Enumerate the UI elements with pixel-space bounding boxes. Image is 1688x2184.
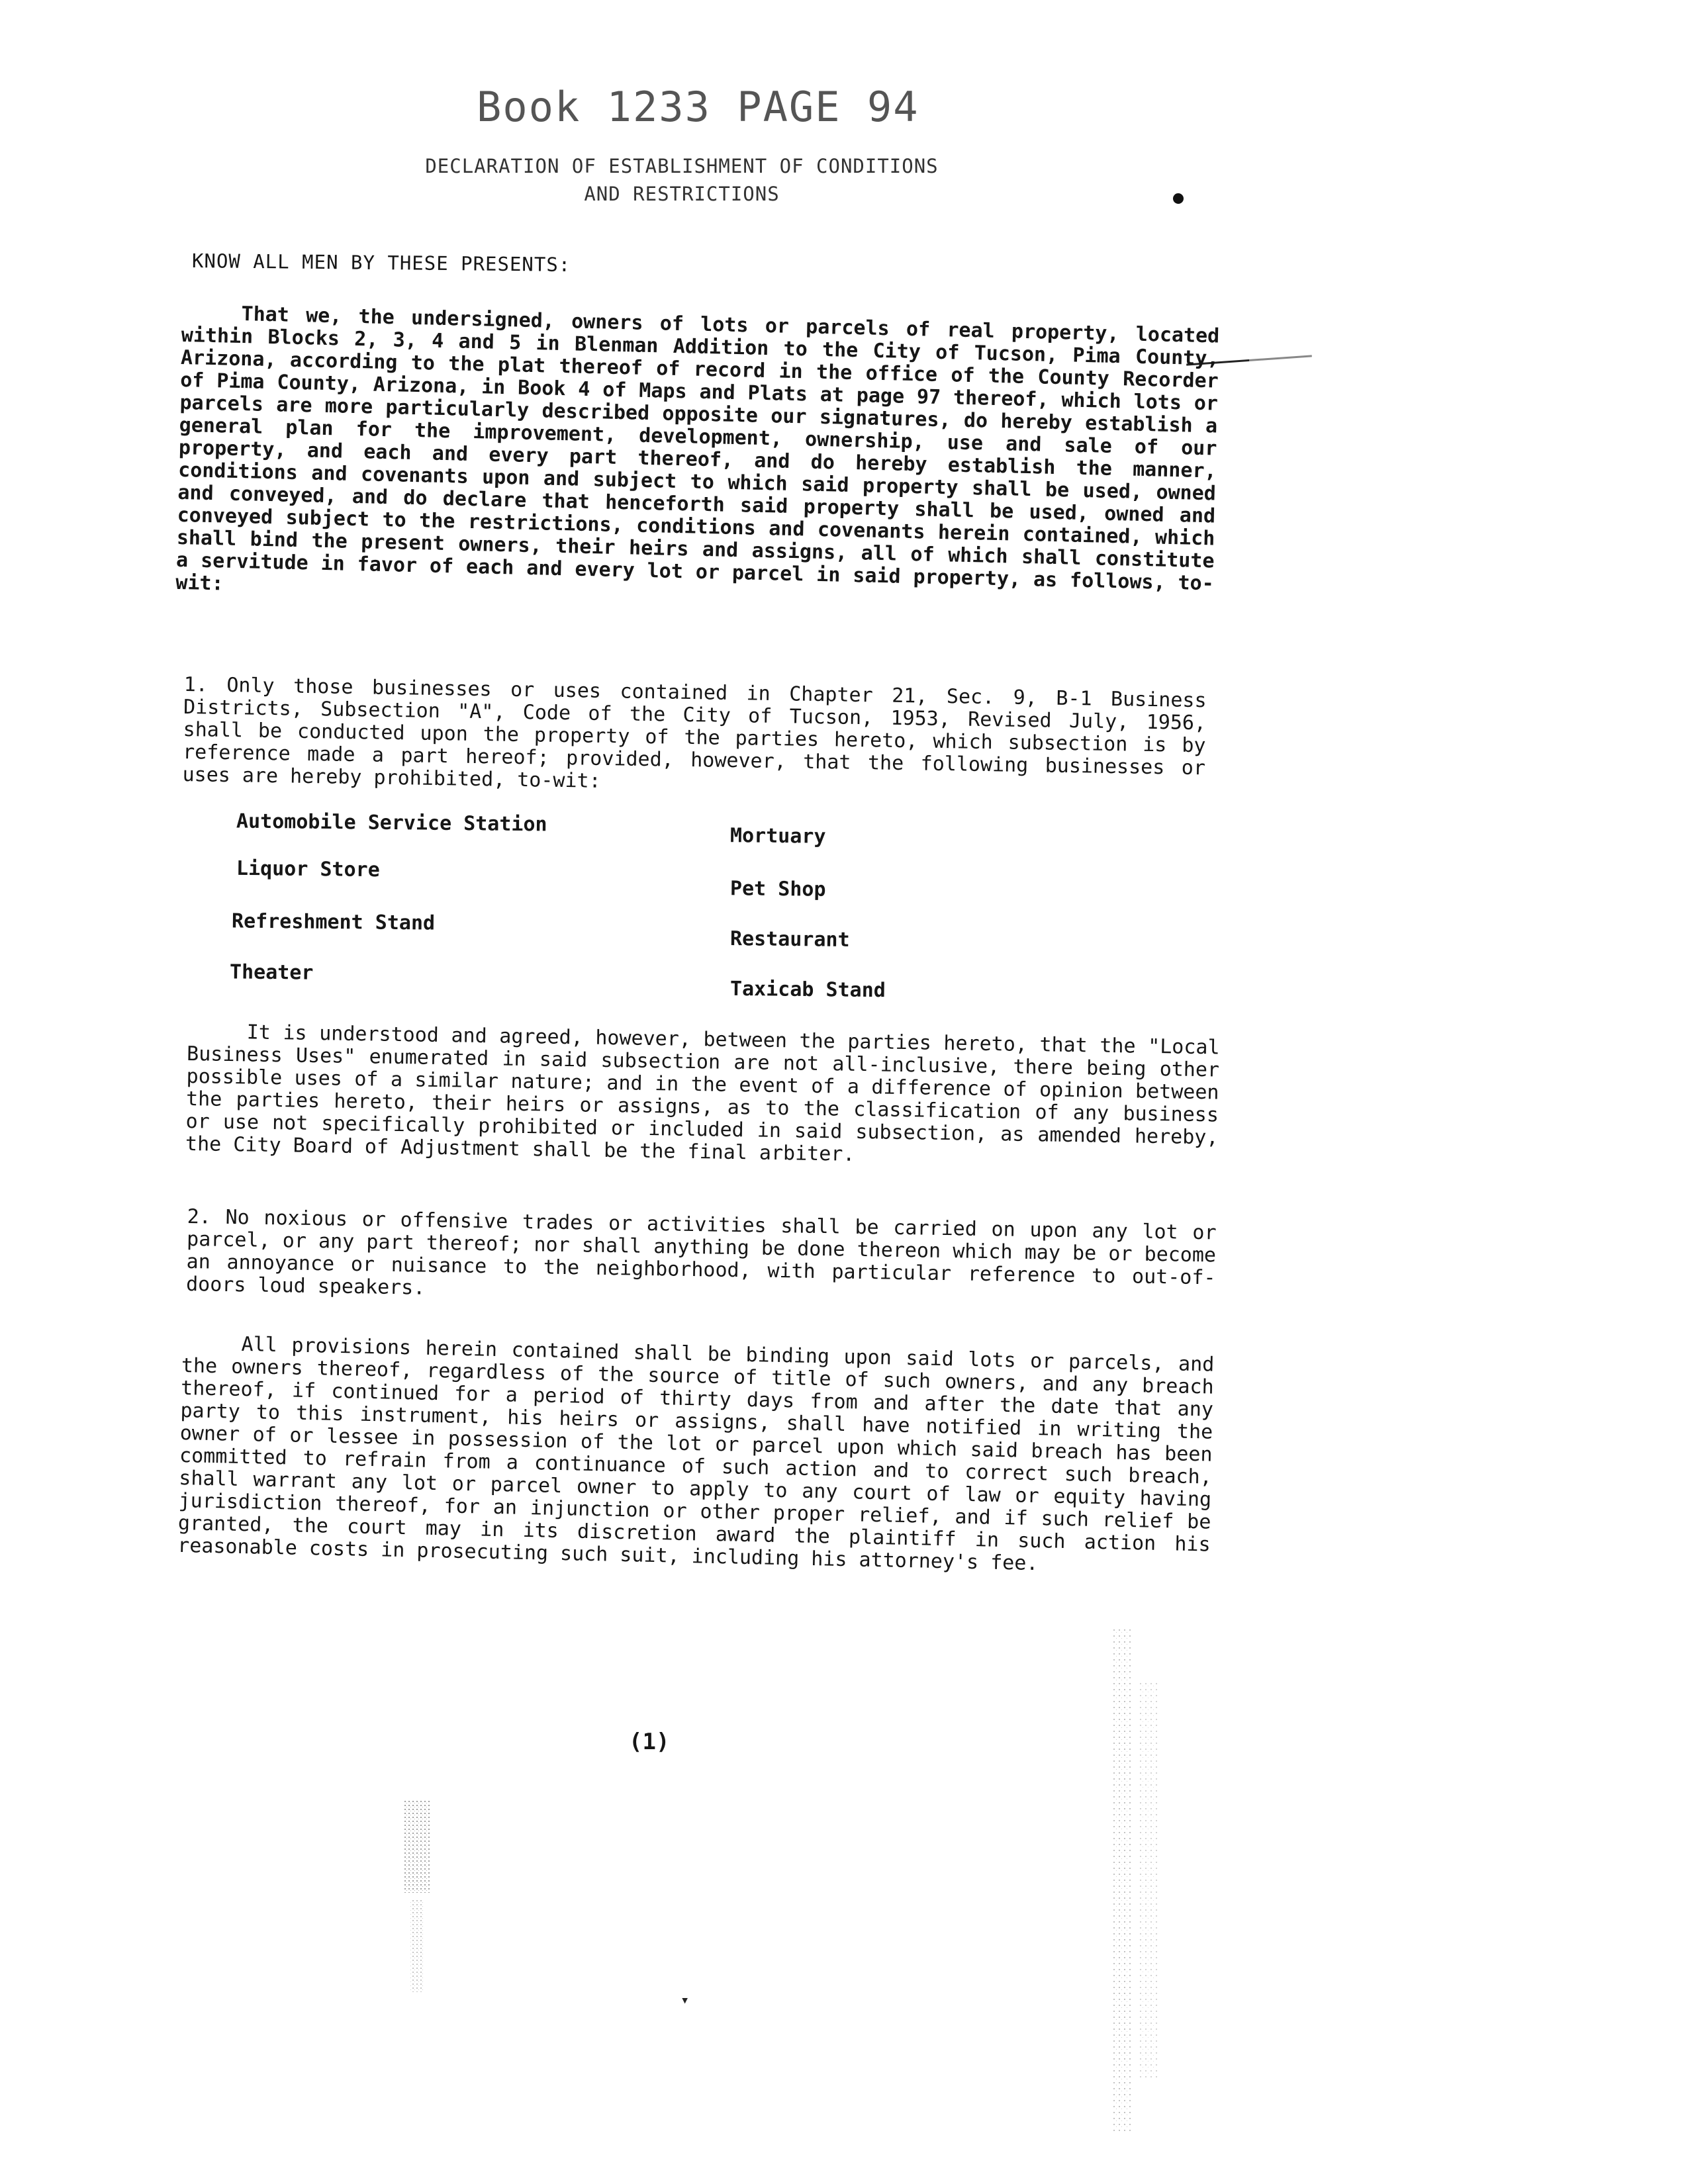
understood-paragraph [185,1021,1220,1171]
opening-phrase: KNOW ALL MEN BY THESE PRESENTS: [191,250,571,276]
provisions-paragraph [177,1332,1215,1579]
prohibited-use-item: Theater [229,960,314,985]
prohibited-use-item: Automobile Service Station [236,809,547,837]
scan-speckle-right [1112,1628,1165,2131]
scan-mark: ▾ [680,1992,690,2009]
book-page-reference: Book 1233 PAGE 94 [477,83,919,131]
provisions-paragraph-text: All provisions herein contained shall be binding upon said lots or parcels, and the owners thereof, regardless of the source of title of such owners, and any breach thereof, if continued for a period of thirty days from and after the date that any party to this instrument, his heirs or assigns, shall have notified in writing the owner of or lessee in possession of the lot or parcel upon which said breach has been committed to refrain from a continuance of such action and to correct such breach, shall warrant any lot or parcel owner to apply to any court of law or equity having jurisdiction thereof, for an injunction or other proper relief, and if such relief be granted, the court may in its discretion award the plaintiff in such action his reasonable costs in prosecuting such suit, including his attorney's fee. [177,1332,1215,1576]
page-number: (1) [629,1729,670,1755]
clause-two [186,1206,1217,1312]
clause-one [182,674,1206,802]
title-line-2: AND RESTRICTIONS [584,183,780,205]
ink-dot [1173,193,1184,204]
prohibited-use-item: Mortuary [729,824,826,848]
clause-one-text: 1. Only those businesses or uses contained in Chapter 21, Sec. 9, B-1 Business Districts, Subsection "A", Code of the City of Tucson, 1953, Revised July, 1956, shall be conducted upon the property of the parties hereto, which subsection is by reference made a part hereof; provided, however, that the following businesses or uses are hereby prohibited, to-wit: [182,673,1207,793]
prohibited-use-item: Refreshment Stand [231,909,436,935]
prohibited-use-item: Liquor Store [236,856,380,882]
title-line-1: DECLARATION OF ESTABLISHMENT OF CONDITIONS [425,155,939,177]
prohibited-use-item: Taxicab Stand [729,977,886,1003]
clause-two-text: 2. No noxious or offensive trades or activities shall be carried on upon any lot or parcel, or any part thereof; nor shall anything be done thereon which may be or become an annoyance or nuisance to the neighborhood, with particular reference to out-of-doors loud speakers. [185,1205,1217,1300]
document-title [397,152,966,208]
intro-paragraph-text: That we, the undersigned, owners of lots or parcels of real property, located within Blocks 2, 3, 4 and 5 in Blenman Addition to the City of Tucson, Pima County, Arizona, according to the plat thereof of record in the office of the County Recorder of Pima County, Arizona, in Book 4 of Maps and Plats at page 97 thereof, which lots or parcels are more particularly described opposite our signatures, do hereby establish a general plan for the improvement, development, ownership, use and sale of our property, and each and every part thereof, and do hereby establish the manner, conditions and covenants upon and subject to which said property shall be used, owned and conveyed, and do declare that henceforth said property shall be used, owned and conveyed subject to the restrictions, conditions and covenants herein contained, which shall bind the present owners, their heirs and assigns, all of which shall constitute a servitude in favor of each and every lot or parcel in said property, as follows, to-wit: [175,302,1220,596]
prohibited-use-item: Pet Shop [729,877,826,901]
scan-speckle-left [404,1800,444,1999]
understood-paragraph-text: It is understood and agreed, however, between the parties hereto, that the "Local Business Uses" enumerated in said subsection are not all-inclusive, there being other possible uses of a similar nature; and in the event of a difference of opinion between the parties hereto, their heirs or assigns, as to the classification of any business or use not specifically prohibited or included in said subsection, as amended hereby, the City Board of Adjustment shall be the final arbiter. [185,1021,1220,1166]
prohibited-use-item: Restaurant [729,927,850,952]
intro-paragraph [175,302,1220,617]
